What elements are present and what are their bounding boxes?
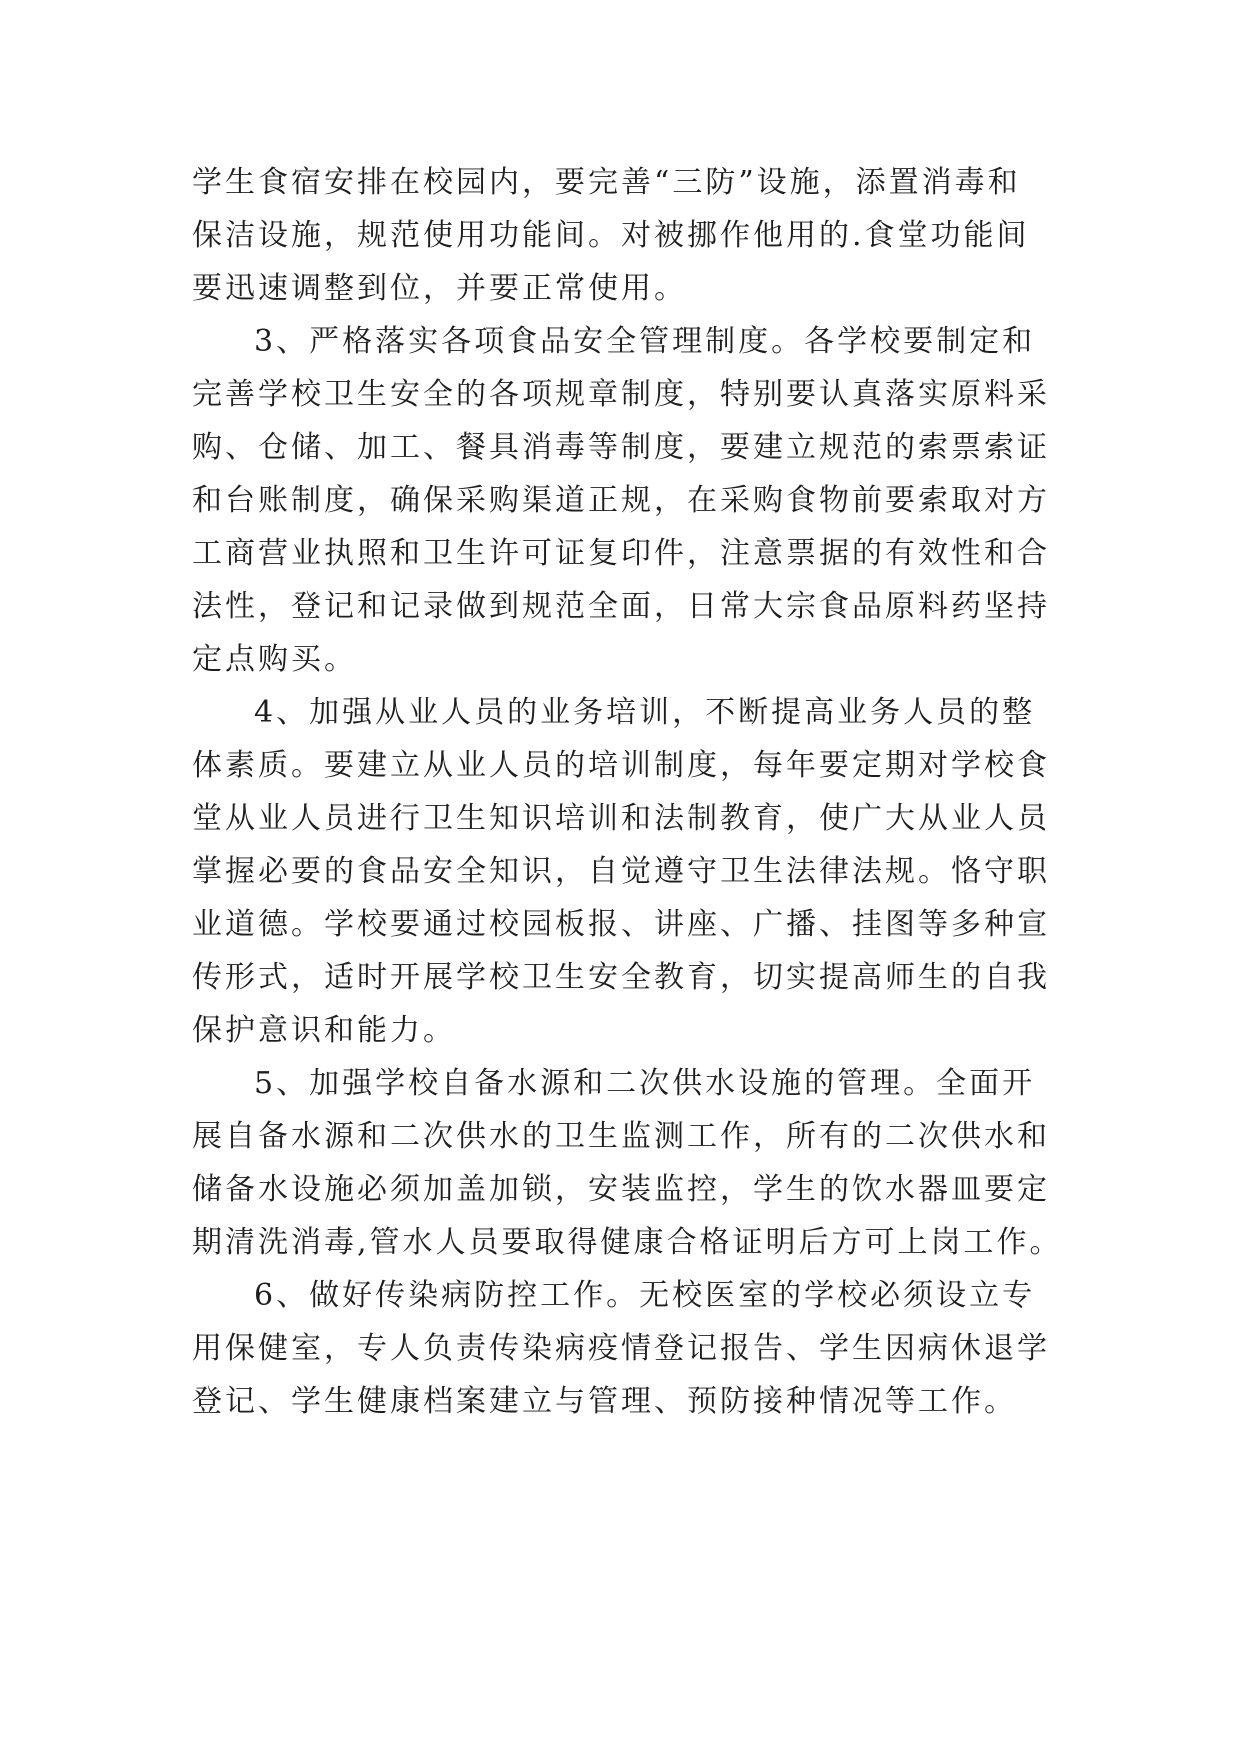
text-line: 掌握必要的食品安全知识，自觉遵守卫生法律法规。恪守职 — [192, 854, 1050, 889]
text-line: 完善学校卫生安全的各项规章制度，特别要认真落实原料采 — [192, 377, 1050, 412]
paragraph-3 — [192, 315, 1052, 686]
body-text — [192, 156, 1063, 1428]
paragraph-4 — [192, 686, 1052, 1057]
text-line: 传形式，适时开展学校卫生安全教育，切实提高师生的自我 — [192, 960, 1050, 995]
text-line: 业道德。学校要通过校园板报、讲座、广播、挂图等多种宣 — [192, 907, 1050, 942]
text-line: 6、做好传染病防控工作。无校医室的学校必须设立专 — [254, 1278, 1036, 1313]
text-line: 4、加强从业人员的业务培训，不断提高业务人员的整 — [254, 695, 1036, 730]
text-line: 工商营业执照和卫生许可证复印件，注意票据的有效性和合 — [192, 536, 1050, 571]
text-line: 和台账制度，确保采购渠道正规，在采购食物前要索取对方 — [192, 483, 1050, 518]
text-line: 定点购买。 — [192, 642, 357, 677]
text-line: 保护意识和能力。 — [192, 1013, 456, 1048]
text-line: 3、严格落实各项食品安全管理制度。各学校要制定和 — [254, 324, 1036, 359]
paragraph-6 — [192, 1269, 1052, 1428]
text-line: 法性，登记和记录做到规范全面，日常大宗食品原料药坚持 — [192, 589, 1050, 624]
text-line: 堂从业人员进行卫生知识培训和法制教育，使广大从业人员 — [192, 801, 1050, 836]
text-line: 要迅速调整到位，并要正常使用。 — [192, 271, 687, 306]
text-line: 展自备水源和二次供水的卫生监测工作，所有的二次供水和 — [192, 1119, 1050, 1154]
text-line: 用保健室，专人负责传染病疫情登记报告、学生因病休退学 — [192, 1331, 1050, 1366]
text-line: 储备水设施必须加盖加锁，安装监控，学生的饮水器皿要定 — [192, 1172, 1050, 1207]
paragraph-continued — [192, 156, 1052, 315]
text-line: 体素质。要建立从业人员的培训制度，每年要定期对学校食 — [192, 748, 1050, 783]
text-line: 购、仓储、加工、餐具消毒等制度，要建立规范的索票索证 — [192, 430, 1050, 465]
text-line: 保洁设施，规范使用功能间。对被挪作他用的.食堂功能间 — [192, 218, 1030, 253]
text-line: 5、加强学校自备水源和二次供水设施的管理。全面开 — [254, 1066, 1036, 1101]
text-line: 期清洗消毒,管水人员要取得健康合格证明后方可上岗工作。 — [192, 1225, 1063, 1260]
text-line: 登记、学生健康档案建立与管理、预防接种情况等工作。 — [192, 1384, 1017, 1419]
text-line: 学生食宿安排在校园内，要完善“三防”设施，添置消毒和 — [192, 165, 1021, 200]
paragraph-5 — [192, 1057, 1063, 1269]
